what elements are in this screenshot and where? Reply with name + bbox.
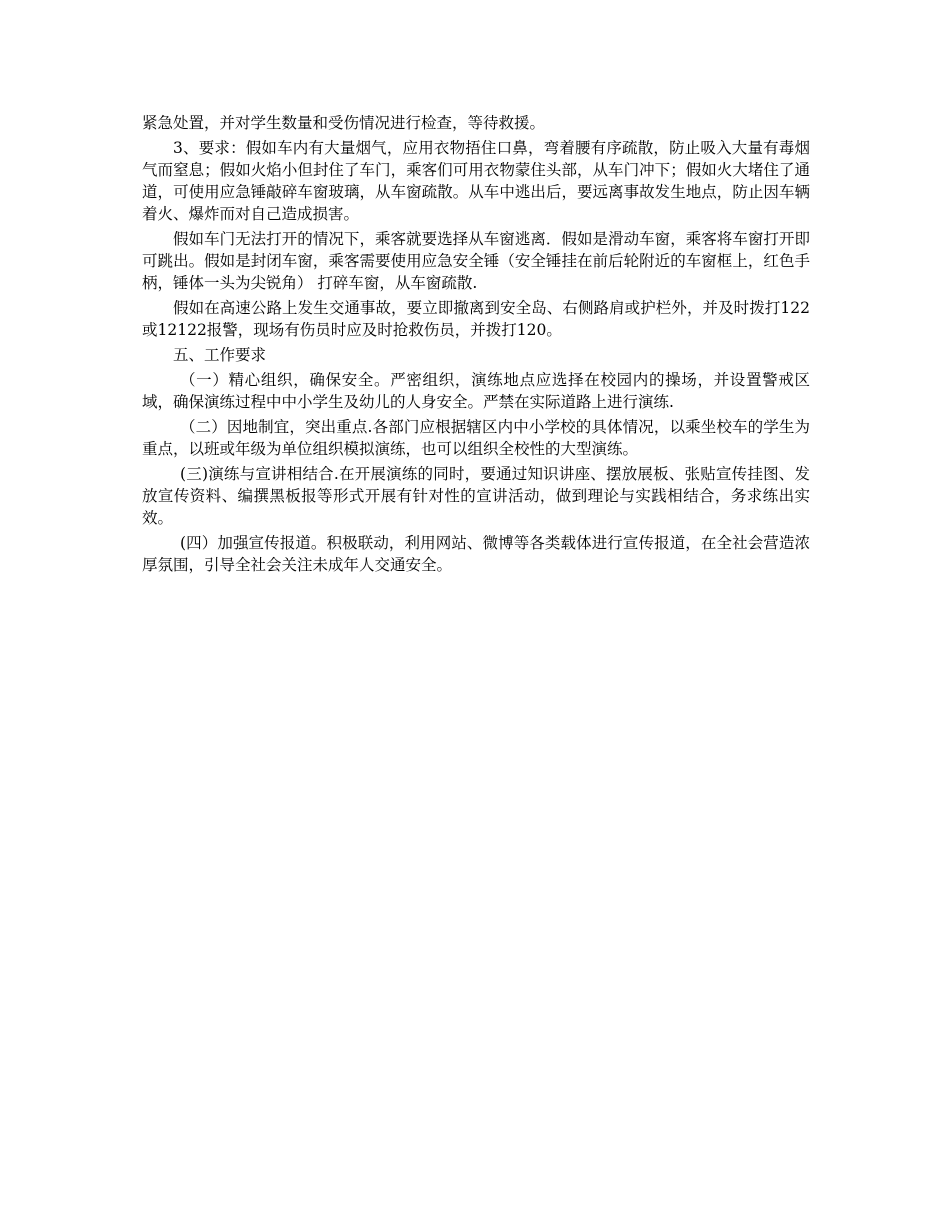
paragraph-item-2: （二）因地制宜，突出重点.各部门应根据辖区内中小学校的具体情况，以乘坐校车的学生为重点，以班或年级为单位组织模拟演练，也可以组织全校性的大型演练。 [142, 418, 810, 458]
paragraph-requirements-3: 3、要求：假如车内有大量烟气，应用衣物捂住口鼻，弯着腰有序疏散，防止吸入大量有毒烟气而窒息；假如火焰小但封住了车门，乘客们可用衣物蒙住头部，从车门冲下；假如火大堵住了通道，可使用应急锤敲碎车窗玻璃，从车窗疏散。从车中逃出后，要远离事故发生地点，防止因车辆着火、爆炸而对自己造成损害。 [142, 139, 810, 223]
paragraph-door-cannot-open: 假如车门无法打开的情况下，乘客就要选择从车窗逃离．假如是滑动车窗，乘客将车窗打开即可跳出。假如是封闭车窗，乘客需要使用应急安全锤（安全锤挂在前后轮附近的车窗框上，红色手柄，锤体一头为尖锐角） 打碎车窗，从车窗疏散. [142, 230, 810, 292]
section-heading-work-requirements: 五、工作要求 [173, 346, 267, 364]
document-body [142, 112, 810, 579]
paragraph-item-4: (四）加强宣传报道。积极联动，利用网站、微博等各类载体进行宣传报道，在全社会营造浓厚氛围，引导全社会关注未成年人交通安全。 [142, 534, 810, 574]
paragraph-highway-accident: 假如在高速公路上发生交通事故，要立即撤离到安全岛、右侧路肩或护栏外，并及时拨打122或12122报警，现场有伤员时应及时抢救伤员，并拨打120。 [142, 299, 810, 339]
paragraph-emergency-handling: 紧急处置，并对学生数量和受伤情况进行检查，等待救援。 [142, 114, 546, 132]
paragraph-item-1: （一）精心组织，确保安全。严密组织，演练地点应选择在校园内的操场，并设置警戒区域，确保演练过程中中小学生及幼儿的人身安全。严禁在实际道路上进行演练. [142, 371, 810, 411]
paragraph-item-3: (三)演练与宣讲相结合.在开展演练的同时，要通过知识讲座、摆放展板、张贴宣传挂图、发放宣传资料、编撰黑板报等形式开展有针对性的宣讲活动，做到理论与实践相结合，务求练出实效。 [142, 465, 810, 527]
